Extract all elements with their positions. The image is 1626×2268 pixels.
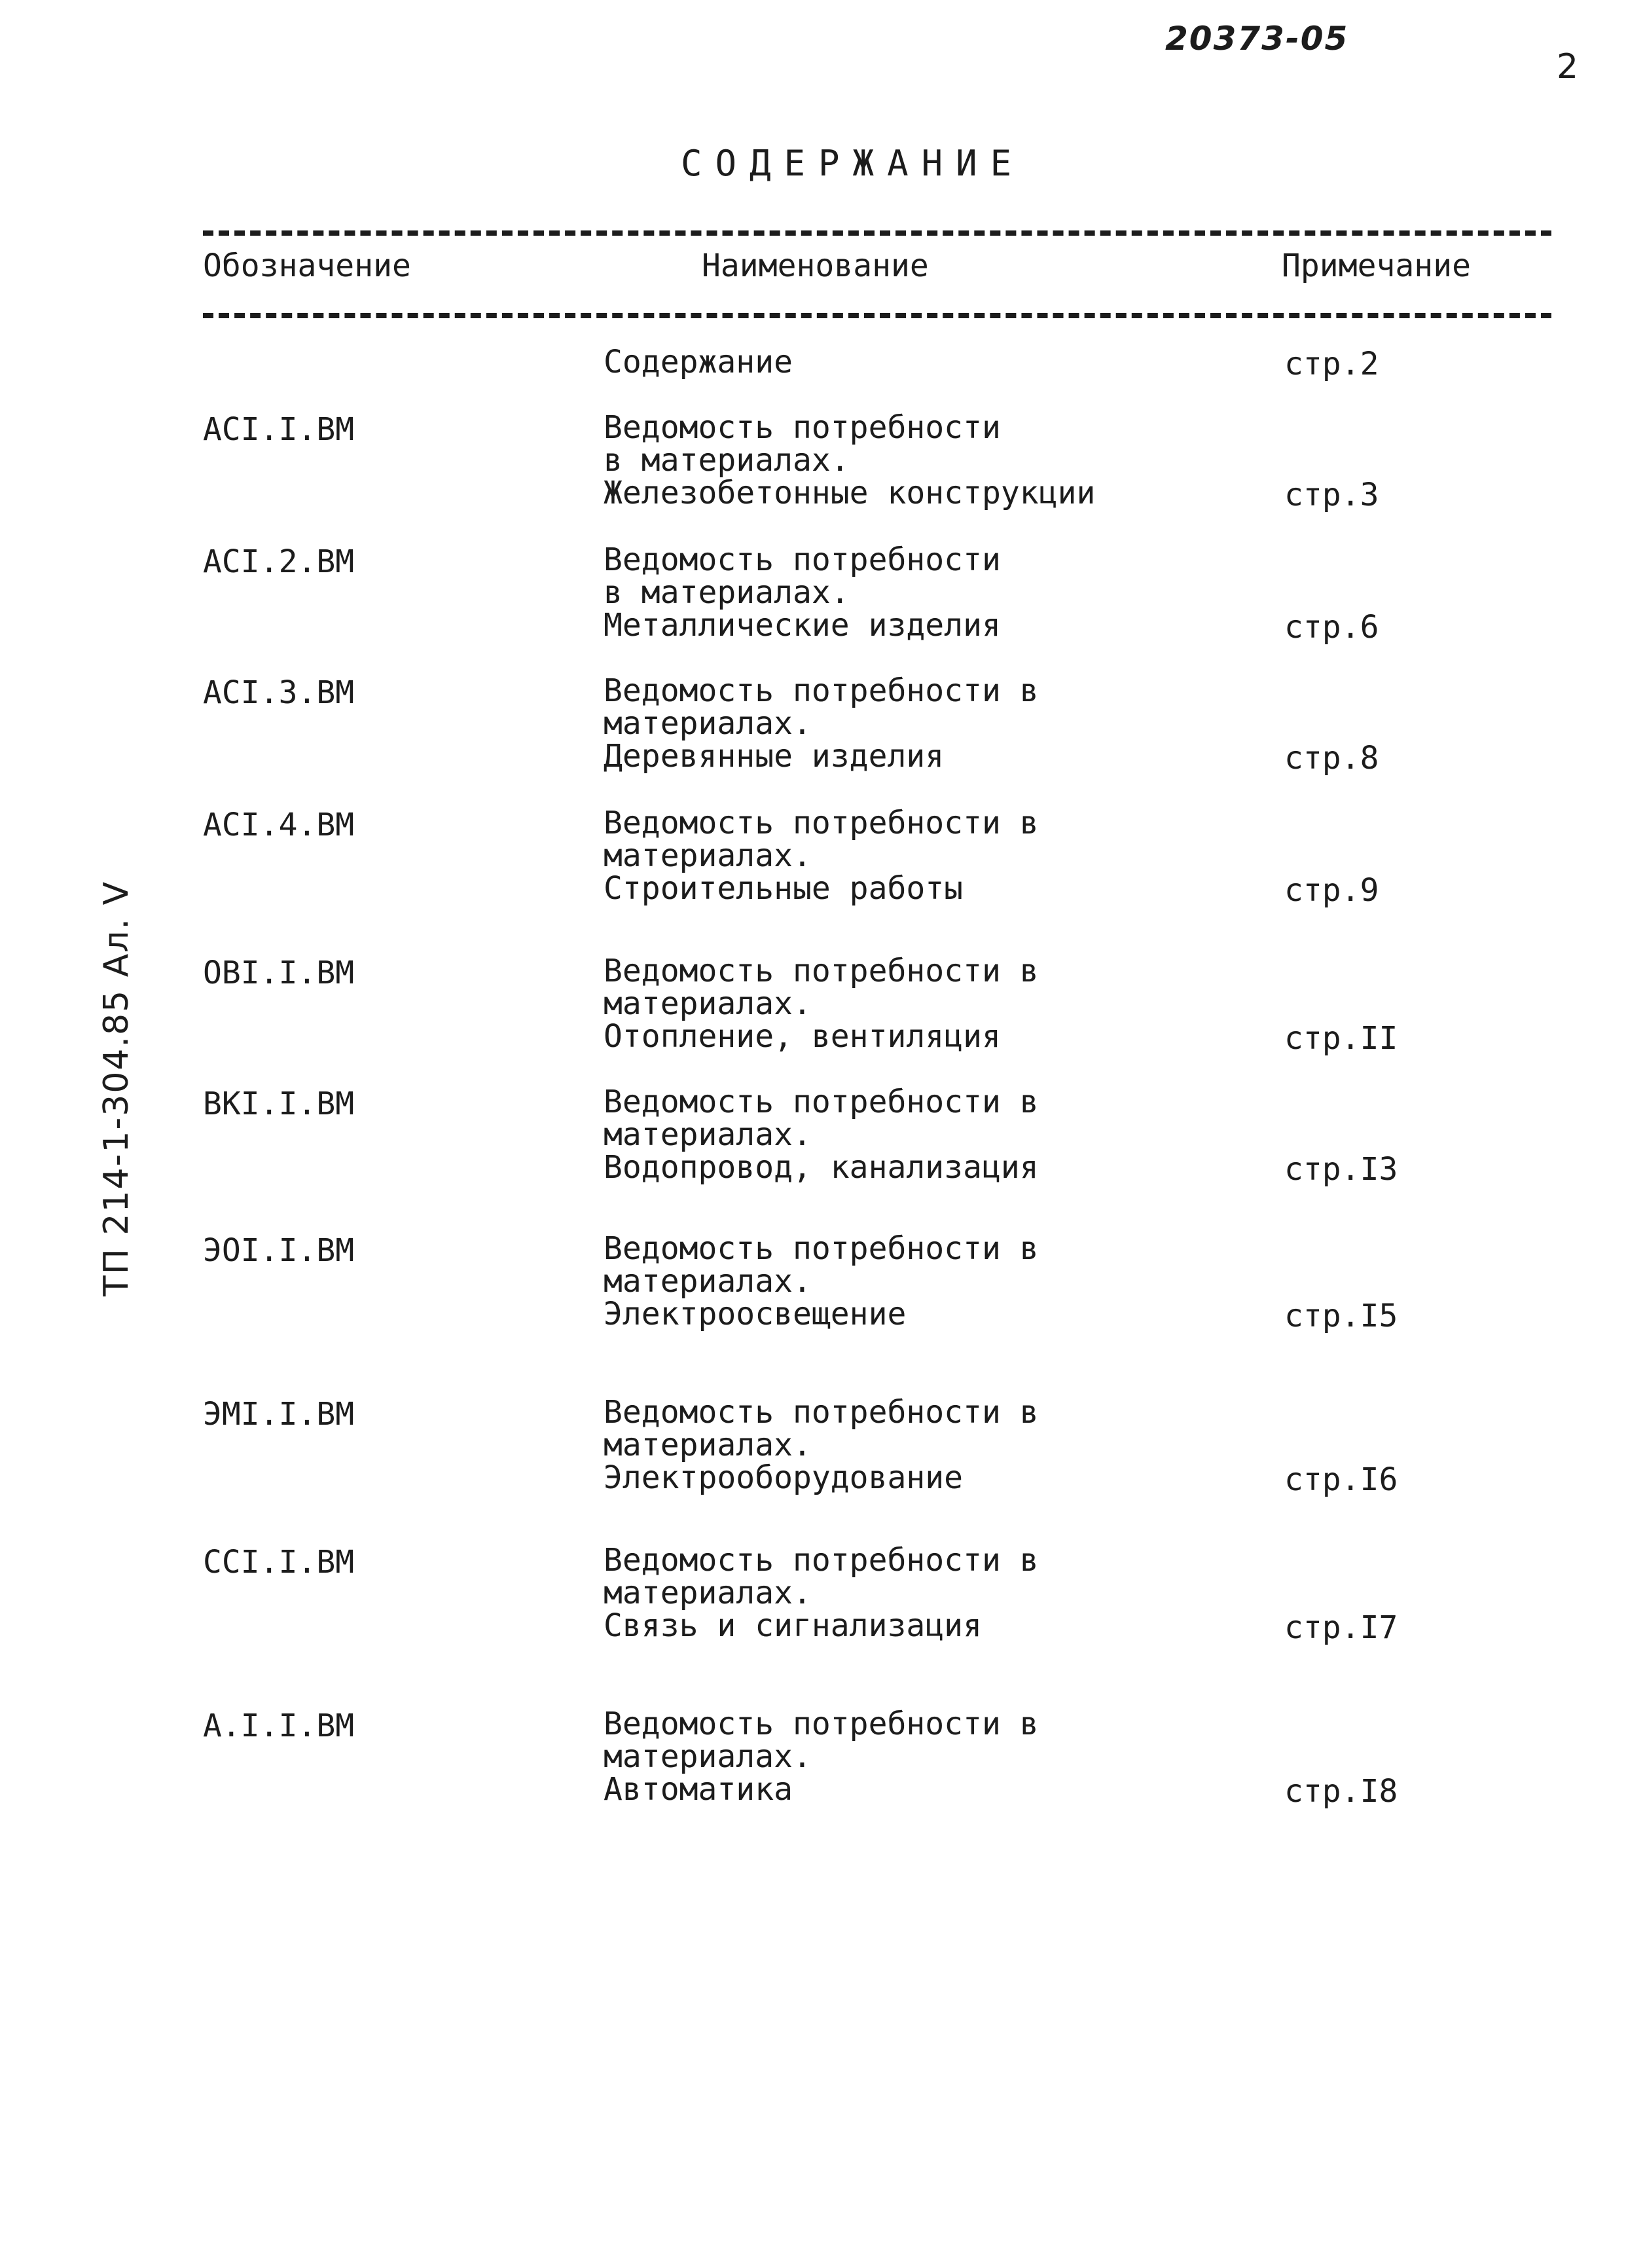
entry-name [604, 346, 793, 378]
entry-name-line: Ведомость потребности в [604, 1394, 1039, 1431]
entry-name-line: материалах. [604, 705, 812, 742]
entry-name [604, 674, 1039, 773]
entry-page-ref: стр.2 [1284, 346, 1379, 382]
entry-name [604, 955, 1039, 1053]
entry-name [604, 1708, 1039, 1806]
entry-name-line: в материалах. [604, 574, 850, 611]
entry-name-line: в материалах. [604, 442, 850, 479]
entry-name-line: Ведомость потребности в [604, 805, 1039, 841]
column-header-note: Примечание [1282, 247, 1471, 284]
entry-name-line: Содержание [604, 344, 793, 380]
entry-page-ref: стр.I3 [1284, 1151, 1398, 1188]
entry-name-line: Ведомость потребности [604, 409, 1001, 446]
entry-code: АСI.I.ВМ [203, 411, 355, 448]
entry-name [604, 1396, 1039, 1494]
entry-page-ref: стр.I6 [1284, 1461, 1398, 1498]
entry-name [604, 543, 1001, 642]
page-title: СОДЕРЖАНИЕ [681, 143, 1025, 184]
entry-name-line: Строительные работы [604, 870, 964, 907]
entry-name-line: Автоматика [604, 1771, 793, 1808]
entry-name-line: материалах. [604, 1263, 812, 1300]
entry-name-line: Ведомость потребности в [604, 1084, 1039, 1120]
entry-name-line: Железобетонные конструкции [604, 475, 1096, 511]
entry-code: ЭМI.I.ВМ [203, 1396, 355, 1433]
entry-page-ref: стр.8 [1284, 740, 1379, 777]
entry-page-ref: стр.9 [1284, 872, 1379, 909]
entry-name-line: Электроосвещение [604, 1296, 907, 1332]
entry-name-line: Ведомость потребности в [604, 672, 1039, 709]
entry-name-line: Ведомость потребности в [604, 1542, 1039, 1579]
entry-page-ref: стр.6 [1284, 609, 1379, 646]
entry-name-line: материалах. [604, 1427, 812, 1463]
entry-name-line: материалах. [604, 1575, 812, 1611]
entry-name [604, 1544, 1039, 1642]
entry-page-ref: стр.I5 [1284, 1298, 1398, 1334]
entry-code: ЭОI.I.ВМ [203, 1232, 355, 1269]
entry-name-line: Водопровод, канализация [604, 1149, 1039, 1186]
entry-code: ВКI.I.ВМ [203, 1086, 355, 1122]
entry-page-ref: стр.3 [1284, 477, 1379, 513]
entry-page-ref: стр.II [1284, 1020, 1398, 1057]
column-header-name: Наименование [702, 247, 929, 284]
entry-name-line: Ведомость потребности [604, 541, 1001, 578]
side-stamp: ТП 214-1-304.85 Ал. V [97, 880, 136, 1296]
entry-name-line: Электрооборудование [604, 1459, 964, 1496]
table-top-rule [203, 230, 1551, 236]
entry-name-line: Ведомость потребности в [604, 953, 1039, 989]
entry-code: АСI.4.ВМ [203, 807, 355, 843]
entry-page-ref: стр.I7 [1284, 1609, 1398, 1646]
entry-name-line: Связь и сигнализация [604, 1607, 982, 1644]
entry-name-line: материалах. [604, 1116, 812, 1153]
column-header-code: Обозначение [203, 247, 411, 284]
entry-name [604, 411, 1095, 509]
entry-name-line: материалах. [604, 985, 812, 1022]
entry-code: АСI.3.ВМ [203, 674, 355, 711]
page-number: 2 [1557, 47, 1579, 86]
entry-name-line: материалах. [604, 1738, 812, 1775]
entry-name-line: Металлические изделия [604, 607, 1001, 644]
entry-name-line: Отопление, вентиляция [604, 1018, 1001, 1055]
entry-name [604, 1086, 1039, 1184]
entry-name-line: Ведомость потребности в [604, 1706, 1039, 1742]
entry-code: ОВI.I.ВМ [203, 955, 355, 991]
entry-code: ССI.I.ВМ [203, 1544, 355, 1581]
entry-code: АСI.2.ВМ [203, 543, 355, 580]
entry-name [604, 807, 1039, 905]
entry-name-line: Ведомость потребности в [604, 1230, 1039, 1267]
document-number: 20373-05 [1165, 20, 1349, 58]
table-header-rule [203, 313, 1551, 318]
entry-name [604, 1232, 1039, 1330]
entry-page-ref: стр.I8 [1284, 1773, 1398, 1810]
entry-name-line: Деревянные изделия [604, 738, 945, 775]
entry-code: А.I.I.ВМ [203, 1708, 355, 1744]
entry-name-line: материалах. [604, 837, 812, 874]
